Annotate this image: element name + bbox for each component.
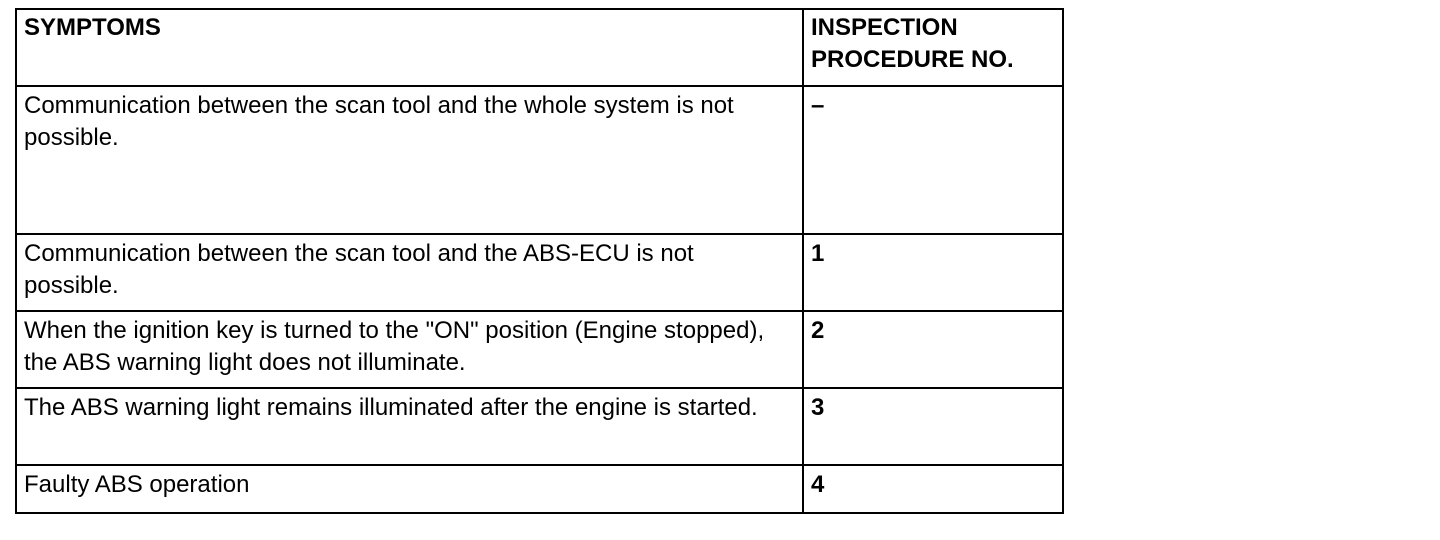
table-row — [16, 388, 1063, 465]
procedure-cell: – — [803, 86, 1063, 234]
table-row — [16, 465, 1063, 513]
symptoms-header — [16, 9, 803, 86]
symptoms-header-label: SYMPTOMS — [24, 14, 161, 41]
procedure-cell: 3 — [803, 388, 1063, 465]
procedure-cell: 1 — [803, 234, 1063, 311]
procedure-cell: 2 — [803, 311, 1063, 388]
procedure-header — [803, 9, 1063, 86]
symptom-cell: When the ignition key is turned to the "ON" position (Engine stopped), the ABS warning light does not illuminate. — [16, 311, 803, 388]
table-row — [16, 234, 1063, 311]
procedure-header-line1: INSPECTION — [811, 14, 958, 41]
symptom-cell: Faulty ABS operation — [16, 465, 803, 513]
symptom-cell: Communication between the scan tool and the ABS-ECU is not possible. — [16, 234, 803, 311]
symptom-cell: The ABS warning light remains illuminated after the engine is started. — [16, 388, 803, 465]
procedure-header-line2: PROCEDURE NO. — [811, 46, 1014, 73]
table-header-row — [16, 9, 1063, 86]
table-row — [16, 86, 1063, 234]
symptom-cell: Communication between the scan tool and the whole system is not possible. — [16, 86, 803, 234]
procedure-cell: 4 — [803, 465, 1063, 513]
table-row — [16, 311, 1063, 388]
symptom-procedure-table — [15, 8, 1064, 514]
